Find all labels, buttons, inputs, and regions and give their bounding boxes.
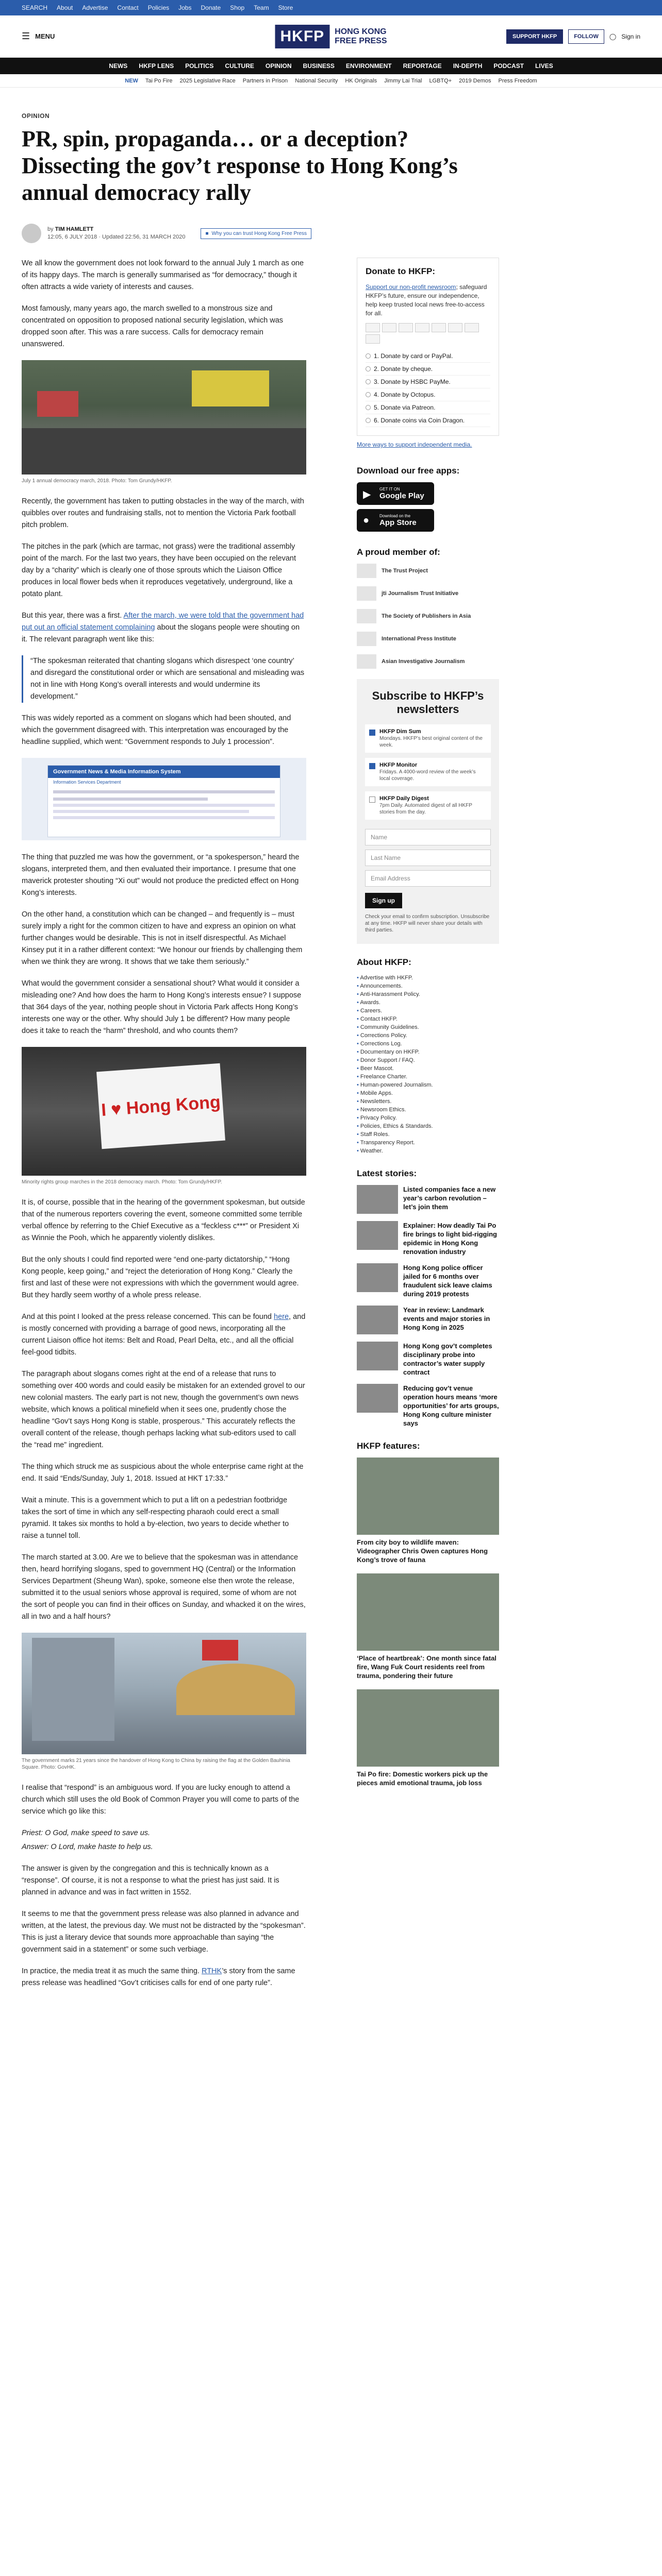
author-prefix: by — [47, 226, 54, 232]
trust-badge-label: Why you can trust Hong Kong Free Press — [211, 230, 307, 236]
donate-option[interactable] — [366, 363, 490, 376]
story-thumbnail — [357, 1342, 398, 1370]
text: about the slogans people were shouting on it. The relevant paragraph went like this: — [22, 623, 300, 643]
nav-item-business[interactable]: BUSINESS — [303, 62, 335, 70]
feature-story[interactable] — [357, 1689, 499, 1787]
utility-link-jobs[interactable]: Jobs — [178, 4, 192, 11]
paragraph: The thing that puzzled me was how the government, or “a spokesperson,” heard the slogans, interpreted them, and then evaluated their importance. I presume that one maverick protester shouting “Xi out” would not produce the predicted effect on Hong Kong’s interests. — [22, 853, 300, 897]
logo-mark: HKFP — [275, 25, 329, 48]
trending-nav — [0, 74, 662, 88]
article-header — [0, 112, 662, 243]
document-line — [53, 790, 275, 793]
document-line — [53, 798, 208, 801]
newsletter-option[interactable] — [365, 758, 491, 786]
menu-button[interactable] — [22, 31, 55, 42]
figure-caption: The government marks 21 years since the handover of Hong Kong to China by raising the flag at the Golden Bauhinia Square. Photo: GovHK. — [22, 1758, 290, 1770]
donate-link[interactable]: Support our non-profit newsroom — [366, 283, 456, 291]
trending-item[interactable]: Tai Po Fire — [145, 77, 173, 84]
donate-option-label: 3. Donate by HSBC PayMe. — [374, 378, 451, 385]
member-logo[interactable] — [357, 632, 499, 646]
newsletter-option[interactable] — [365, 724, 491, 753]
text: ; safeguard HKFP’s future, ensure our independence, help keep trusted local news free-to-access for all. — [366, 283, 487, 317]
paragraph: The paragraph about slogans comes right at the end of a release that runs to something over 400 words and could easily be mistaken for an extended grovel to our new colonial masters. The early part is not new, though the government’s own news website, which knows a political minefield when it sees one, prudently chose the headline “Gov’t says Hong Kong is stable, prosperous.” This accurately reflects the overall content of the release, though perhaps lacking what sub-editors used to call the “read me” ingredient. — [22, 1370, 305, 1449]
name-field[interactable]: Name — [365, 829, 491, 845]
paragraph: It is, of course, possible that in the hearing of the government spokesman, but outside that of the numerous reporters covering the event, someone committed some terrible verbal offence by referring to the Chief Executive as a “feckless c***” or President Xi as Winnie the Pooh, which he apparently violently dislikes. — [22, 1198, 305, 1242]
latest-story[interactable] — [357, 1185, 499, 1214]
card-icon — [366, 334, 380, 344]
sidebar — [357, 258, 499, 1999]
paragraph: The pitches in the park (which are tarmac, not grass) were the traditional assembly point of the march. For the last two years, they have been occupied on the relevant day by a “charity” which is clearly one of those sprouts which the Liaison Office produces in local flower beds when it reproduces vegetatively, underground, like a potato plant. — [22, 543, 296, 598]
content-area — [0, 258, 662, 1999]
nav-item-politics[interactable]: POLITICS — [185, 62, 214, 70]
member-logo[interactable] — [357, 564, 499, 578]
nav-item-environment[interactable]: ENVIRONMENT — [345, 62, 392, 70]
menu-label: MENU — [35, 32, 55, 40]
newsletter-desc: 7pm Daily. Automated digest of all HKFP stories from the day. — [379, 803, 472, 815]
checkbox-icon[interactable] — [369, 730, 375, 736]
member-name: International Press Institute — [382, 636, 456, 642]
figure-press-release — [22, 758, 306, 840]
utility-link-shop[interactable]: Shop — [230, 4, 245, 11]
site-logo[interactable] — [275, 25, 387, 48]
text: , and is mostly concerned with providing a barrage of good news, incorporating all the current Liaison office hot items: Belt and Road, Pearl Delta, etc., and all the official feel-good tidbits. — [22, 1313, 306, 1357]
card-icon — [432, 323, 446, 332]
nav-item-podcast[interactable]: PODCAST — [493, 62, 524, 70]
press-release-link[interactable]: here — [274, 1313, 289, 1321]
document-line — [53, 804, 275, 807]
about-link[interactable]: • Beer Mascot. — [357, 1064, 499, 1073]
donate-option-label: 5. Donate via Patreon. — [374, 404, 436, 411]
trending-label: NEW — [125, 77, 138, 84]
nav-item-opinion[interactable]: OPINION — [265, 62, 292, 70]
paragraph — [22, 1965, 306, 1989]
feature-thumbnail — [357, 1458, 499, 1535]
features-section — [357, 1441, 499, 1787]
card-icon — [382, 323, 396, 332]
member-name: Asian Investigative Journalism — [382, 658, 465, 665]
about-link[interactable]: • Contact HKFP. — [357, 1015, 499, 1023]
about-link[interactable]: • Privacy Policy. — [357, 1114, 499, 1122]
figure-flag — [22, 1633, 306, 1771]
newsletter-name: HKFP Daily Digest — [379, 795, 429, 802]
byline-text: by TIM HAMLETT 12:05, 6 JULY 2018 · Updated 22:56, 31 MARCH 2020 — [47, 226, 186, 240]
trending-item[interactable]: 2025 Legislative Race — [179, 77, 236, 84]
radio-icon — [366, 379, 371, 384]
apps-title: Download our free apps: — [357, 466, 460, 476]
utility-link-about[interactable]: About — [57, 4, 73, 11]
march-photo — [22, 360, 306, 474]
about-link[interactable]: • Corrections Log. — [357, 1040, 499, 1048]
feature-list — [357, 1458, 499, 1787]
paragraph: Most famously, many years ago, the march swelled to a monstrous size and concentrated on opposition to proposed national security legislation, which was dropped soon after. This was a rare success. Calls for democracy remain unanswered. — [22, 304, 284, 348]
last-name-field[interactable]: Last Name — [365, 850, 491, 866]
donate-option[interactable] — [366, 388, 490, 401]
author-name[interactable]: TIM HAMLETT — [55, 226, 94, 232]
feature-thumbnail — [357, 1689, 499, 1767]
about-link[interactable]: • Policies, Ethics & Standards. — [357, 1122, 499, 1130]
paragraph: It seems to me that the government press release was also planned in advance and written, at the latest, the previous day. We must not be distracted by the “spokesman”. This is just a literary device that sounds more approachable than saying “the government said in a statement” or some such verbiage. — [22, 1910, 306, 1954]
hamburger-icon: ☰ — [22, 31, 30, 41]
nav-item-lives[interactable]: LIVES — [535, 62, 553, 70]
about-link[interactable]: • Freelance Charter. — [357, 1073, 499, 1081]
text: In practice, the media treat it as much the same thing. — [22, 1967, 202, 1975]
latest-story[interactable] — [357, 1342, 499, 1377]
feature-headline[interactable]: From city boy to wildlife maven: Videographer Chris Owen captures Hong Kong’s trove of fauna — [357, 1538, 488, 1564]
figure-caption: Minority rights group marches in the 2018 democracy march. Photo: Tom Grundy/HKFP. — [22, 1179, 222, 1185]
card-icon — [366, 323, 380, 332]
donate-text — [366, 283, 490, 318]
card-icon — [399, 323, 413, 332]
story-thumbnail — [357, 1185, 398, 1214]
story-headline[interactable]: Reducing gov’t venue operation hours means ‘more opportunities’ for arts groups, Hong Kong culture minister says — [403, 1384, 499, 1427]
card-icon — [448, 323, 462, 332]
member-logo[interactable] — [357, 609, 499, 623]
paragraph: What would the government consider a sensational shout? What would it consider a misleading one? And how does the harm to Hong Kong’s interests ensue? I suppose that 364 days of the year, nothing people shout in Victoria Park affects Hong Kong’s interests one way or the other. Why should July 1 be different? How many people does it take to reach the “harm” threshold, and who counts them? — [22, 979, 302, 1035]
trending-item[interactable]: Press Freedom — [498, 77, 537, 84]
about-link[interactable]: • Mobile Apps. — [357, 1089, 499, 1097]
rthk-link[interactable]: RTHK — [201, 1967, 222, 1975]
trust-project-logo — [357, 564, 376, 578]
statement-link[interactable]: After the march, we were told that the government had put out an official statement complaining — [22, 612, 304, 632]
donate-title: Donate to HKFP: — [366, 266, 436, 276]
byline — [22, 224, 640, 243]
utility-link-store[interactable]: Store — [278, 4, 293, 11]
latest-list — [357, 1185, 499, 1428]
umbrella-shape — [176, 1664, 295, 1715]
about-link[interactable]: • Announcements. — [357, 982, 499, 990]
shield-icon: ■ — [205, 230, 209, 236]
trending-item[interactable]: HK Originals — [345, 77, 377, 84]
document-frame — [47, 765, 280, 837]
support-button[interactable]: SUPPORT HKFP — [506, 29, 563, 44]
text: ’s story from the same press release was headlined “Gov’t criticises calls for end of one party rule”. — [22, 1967, 295, 1987]
about-link[interactable]: • Newsletters. — [357, 1097, 499, 1106]
section-tag[interactable]: OPINION — [22, 112, 50, 120]
paragraph: The march started at 3.00. Are we to believe that the spokesman was in attendance then, heard horrifying slogans, sped to government HQ (Central) or the Information Services Department (Sheung Wan), spoke, someone else then wrote the release, submitted it to the usual seniors whose approval is required, some of whom are not the sort of people you can find in their offices on Sunday, and whacked it on the wires, all in two and a half hours? — [22, 1553, 306, 1621]
donate-option-label: 4. Donate by Octopus. — [374, 391, 436, 398]
app-store-button[interactable] — [357, 509, 434, 532]
user-icon[interactable]: ◯ — [609, 32, 617, 40]
document-header: Government News & Media Information System — [48, 766, 280, 778]
banner-shape — [192, 370, 269, 406]
features-title: HKFP features: — [357, 1441, 420, 1451]
latest-story[interactable] — [357, 1306, 499, 1334]
blockquote: “The spokesman reiterated that chanting slogans which disrespect ‘one country’ and disregard the constitutional order or which are sensational and misleading was not in line with Hong Kong’s overall interests and would undermine its development.” — [22, 655, 306, 703]
nav-item-reportage[interactable]: REPORTAGE — [403, 62, 442, 70]
member-name: The Society of Publishers in Asia — [382, 613, 471, 619]
story-headline[interactable]: Listed companies face a new year’s carbon revolution – let’s join them — [403, 1185, 496, 1211]
feature-headline[interactable]: Tai Po fire: Domestic workers pick up the pieces amid emotional trauma, job loss — [357, 1770, 488, 1787]
figure-caption: July 1 annual democracy march, 2018. Photo: Tom Grundy/HKFP. — [22, 478, 172, 484]
liturgy-priest: Priest: O God, make speed to save us. — [22, 1829, 151, 1837]
newsletter-name: HKFP Dim Sum — [379, 728, 421, 735]
banner-shape — [37, 391, 78, 417]
donate-option[interactable] — [366, 376, 490, 388]
text: But this year, there was a first. — [22, 612, 124, 620]
story-thumbnail — [357, 1221, 398, 1250]
paragraph: On the other hand, a constitution which can be changed – and frequently is – must surely imply a right for the common citizen to have and express an opinion on what further changes would be desirable. This is not in itself disrespectful. As Michael Kinsey put it in a rather different context: “We honour our friends by challenging them when we think they are wrong. It shows that we take them seriously.” — [22, 910, 303, 966]
feature-headline[interactable]: ‘Place of heartbreak’: One month since fatal fire, Wang Fuk Court residents reel from trauma, pondering their future — [357, 1654, 496, 1680]
utility-link-contact[interactable]: Contact — [117, 4, 139, 11]
newsletter-name: HKFP Monitor — [379, 762, 418, 768]
utility-link-advertise[interactable]: Advertise — [82, 4, 108, 11]
donate-option-label: 6. Donate coins via Coin Dragon. — [374, 417, 465, 424]
feature-story[interactable] — [357, 1573, 499, 1680]
nav-item-culture[interactable]: CULTURE — [225, 62, 254, 70]
masthead-actions — [506, 29, 640, 44]
nav-item-in-depth[interactable]: IN-DEPTH — [453, 62, 483, 70]
about-link[interactable]: • Human-powered Journalism. — [357, 1081, 499, 1089]
publish-date: 12:05, 6 JULY 2018 — [47, 234, 97, 240]
about-link[interactable]: • Anti-Harassment Policy. — [357, 990, 499, 998]
radio-icon — [366, 405, 371, 410]
play-icon: ▶ — [363, 489, 371, 500]
apps-section — [357, 466, 499, 532]
logo-text — [335, 27, 387, 46]
about-link[interactable]: • Corrections Policy. — [357, 1031, 499, 1040]
search-link[interactable]: SEARCH — [22, 4, 48, 11]
donate-option-label: 1. Donate by card or PayPal. — [374, 352, 453, 360]
about-link[interactable]: • Donor Support / FAQ. — [357, 1056, 499, 1064]
more-ways-link[interactable]: More ways to support independent media. — [357, 441, 472, 448]
about-link[interactable]: • Careers. — [357, 1007, 499, 1015]
minority-photo — [22, 1047, 306, 1176]
main-nav — [0, 58, 662, 74]
paragraph — [22, 1311, 306, 1359]
about-list — [357, 974, 499, 1155]
payment-icons — [366, 323, 490, 344]
store-name: Google Play — [379, 492, 424, 500]
email-field[interactable]: Email Address — [365, 870, 491, 887]
story-headline[interactable]: Hong Kong gov’t completes disciplinary probe into contractor’s water supply contract — [403, 1342, 492, 1376]
trending-item[interactable]: 2019 Demos — [459, 77, 491, 84]
masthead — [0, 15, 662, 58]
checkbox-icon[interactable] — [369, 763, 375, 769]
story-headline[interactable]: Hong Kong police officer jailed for 6 months over fraudulent sick leave claims during 2019 protests — [403, 1264, 492, 1298]
nav-item-hkfp-lens[interactable]: HKFP LENS — [139, 62, 174, 70]
figure-march — [22, 360, 306, 484]
donate-option[interactable] — [366, 350, 490, 363]
about-title: About HKFP: — [357, 957, 411, 967]
radio-icon — [366, 392, 371, 397]
paragraph: The answer is given by the congregation and this is technically known as a “response”. Of course, it is not a response to what the priest has just said. It is planned in advance and was in fact written in 1552. — [22, 1865, 279, 1896]
trending-item[interactable]: National Security — [295, 77, 338, 84]
building-shape — [32, 1638, 114, 1741]
sign-in-link[interactable]: Sign in — [621, 32, 640, 40]
logo-line-1: HONG KONG — [335, 27, 387, 36]
donate-box — [357, 258, 499, 436]
flag-raising-photo — [22, 1633, 306, 1754]
utility-link-donate[interactable]: Donate — [201, 4, 221, 11]
store-caption: GET IT ON — [379, 487, 400, 492]
article-title: PR, spin, propaganda… or a deception? Dissecting the gov’t response to Hong Kong’s annual democracy rally — [22, 126, 458, 205]
nav-item-news[interactable]: NEWS — [109, 62, 128, 70]
member-logo[interactable] — [357, 654, 499, 669]
about-link[interactable]: • Newsroom Ethics. — [357, 1106, 499, 1114]
article-body — [22, 258, 306, 1999]
paragraph: We all know the government does not look forward to the annual July 1 march as one of its happy days. The march is generally summarised as “for democracy,” though it often attracts a wide variety of interests and causes. — [22, 259, 304, 291]
story-headline[interactable]: Year in review: Landmark events and major stories in Hong Kong in 2025 — [403, 1306, 490, 1331]
members-section — [357, 547, 499, 669]
paragraph: But the only shouts I could find reported were “end one-party dictatorship,” “Hong Kong people, keep going,” and “reject the deterioration of Hong Kong.” Clearly the first and last of these were not expressions with which the government would agree. But they hardly seem worthy of a whole press release. — [22, 1256, 299, 1299]
radio-icon — [366, 366, 371, 371]
jti-logo — [357, 586, 376, 601]
latest-title: Latest stories: — [357, 1168, 417, 1178]
liturgy-answer: Answer: O Lord, make haste to help us. — [22, 1843, 153, 1851]
latest-section — [357, 1168, 499, 1428]
donate-option-label: 2. Donate by cheque. — [374, 365, 433, 372]
about-link[interactable]: • Documentary on HKFP. — [357, 1048, 499, 1056]
paragraph: Wait a minute. This is a government which to put a lift on a pedestrian footbridge takes the sort of time in which any self-respecting pharaoh could erect a small pyramid. It takes six months to hold a by-election, two years to decide whether to raise a tunnel toll. — [22, 1496, 289, 1540]
flag-shape — [202, 1640, 238, 1660]
newsletter-note: Check your email to confirm subscription. Unsubscribe at any time. HKFP will never share your details with third parties. — [365, 914, 490, 933]
newsletter-form — [365, 829, 491, 934]
newsletter-title: Subscribe to HKFP’s newsletters — [372, 689, 484, 716]
members-title: A proud member of: — [357, 547, 440, 557]
member-logo[interactable] — [357, 586, 499, 601]
about-link[interactable]: • Transparency Report. — [357, 1139, 499, 1147]
updated-date: Updated 22:56, 31 MARCH 2020 — [102, 234, 186, 240]
sign-placard: I ♥ Hong Kong — [96, 1063, 225, 1149]
story-headline[interactable]: Explainer: How deadly Tai Po fire brings to light bid-rigging epidemic in Hong Kong renovation industry — [403, 1222, 497, 1256]
sopa-logo — [357, 609, 376, 623]
donate-option[interactable] — [366, 414, 490, 427]
author-avatar — [22, 224, 41, 243]
document-line — [53, 816, 275, 819]
feature-story[interactable] — [357, 1458, 499, 1564]
about-link[interactable]: • Weather. — [357, 1147, 499, 1155]
newsletter-desc: Mondays. HKFP’s best original content of the week. — [379, 736, 483, 748]
document-line — [53, 810, 249, 813]
crowd-shape — [22, 428, 306, 474]
newsletter-option[interactable] — [365, 791, 491, 820]
checkbox-icon[interactable] — [369, 796, 375, 803]
card-icon — [465, 323, 479, 332]
trending-item[interactable]: Jimmy Lai Trial — [384, 77, 422, 84]
utility-bar — [0, 0, 662, 15]
trending-item[interactable]: Partners in Prison — [242, 77, 288, 84]
follow-button[interactable]: FOLLOW — [568, 29, 604, 44]
newsletter-desc: Fridays. A 4000-word review of the week’s local coverage. — [379, 769, 476, 782]
paragraph: The thing which struck me as suspicious about the whole enterprise came right at the end. It said “Ends/Sunday, July 1, 2018. Issued at HKT 17:33.” — [22, 1463, 304, 1483]
latest-story[interactable] — [357, 1384, 499, 1428]
paragraph: I realise that “respond” is an ambiguous word. If you are lucky enough to attend a church which still uses the old Book of Common Prayer you will come to parts of the service which go like this: — [22, 1784, 300, 1816]
about-link[interactable]: • Advertise with HKFP. — [357, 974, 499, 982]
text: And at this point I looked at the press release concerned. This can be found — [22, 1313, 274, 1321]
story-thumbnail — [357, 1263, 398, 1292]
utility-link-team[interactable]: Team — [254, 4, 269, 11]
paragraph: This was widely reported as a comment on slogans which had been shouted, and which the government disagreed with. This interpretation was encouraged by the headline supplied, which went: “Government responds to July 1 procession”. — [22, 714, 291, 746]
card-icon — [415, 323, 429, 332]
trust-badge[interactable] — [201, 228, 311, 239]
radio-icon — [366, 353, 371, 359]
paragraph: Recently, the government has taken to putting obstacles in the way of the march, with quibbles over routes and fundraising stalls, not to mention the Victoria Park football pitch problem. — [22, 497, 304, 529]
investigative-logo — [357, 654, 376, 669]
figure-minority — [22, 1047, 306, 1185]
store-caption: Download on the — [379, 514, 411, 518]
press-release-screenshot — [22, 758, 306, 840]
logo-line-2: FREE PRESS — [335, 36, 387, 45]
newsletter-box — [357, 679, 499, 944]
document-subheader: Information Services Department — [53, 779, 121, 785]
trending-item[interactable]: LGBTQ+ — [429, 77, 452, 84]
story-thumbnail — [357, 1306, 398, 1334]
latest-story[interactable] — [357, 1221, 499, 1256]
google-play-button[interactable] — [357, 482, 434, 505]
apple-icon: ● — [363, 515, 370, 526]
sign-up-button[interactable]: Sign up — [365, 893, 402, 908]
member-name: The Trust Project — [382, 568, 428, 574]
about-link[interactable]: • Community Guidelines. — [357, 1023, 499, 1031]
about-section — [357, 957, 499, 1155]
ipi-logo — [357, 632, 376, 646]
store-name: App Store — [379, 518, 417, 527]
feature-thumbnail — [357, 1573, 499, 1651]
utility-link-policies[interactable]: Policies — [147, 4, 170, 11]
about-link[interactable]: • Staff Roles. — [357, 1130, 499, 1139]
member-name: jti Journalism Trust Initiative — [382, 590, 459, 597]
donate-option[interactable] — [366, 401, 490, 414]
story-thumbnail — [357, 1384, 398, 1413]
radio-icon — [366, 418, 371, 423]
about-link[interactable]: • Awards. — [357, 998, 499, 1007]
latest-story[interactable] — [357, 1263, 499, 1298]
paragraph — [22, 610, 306, 646]
